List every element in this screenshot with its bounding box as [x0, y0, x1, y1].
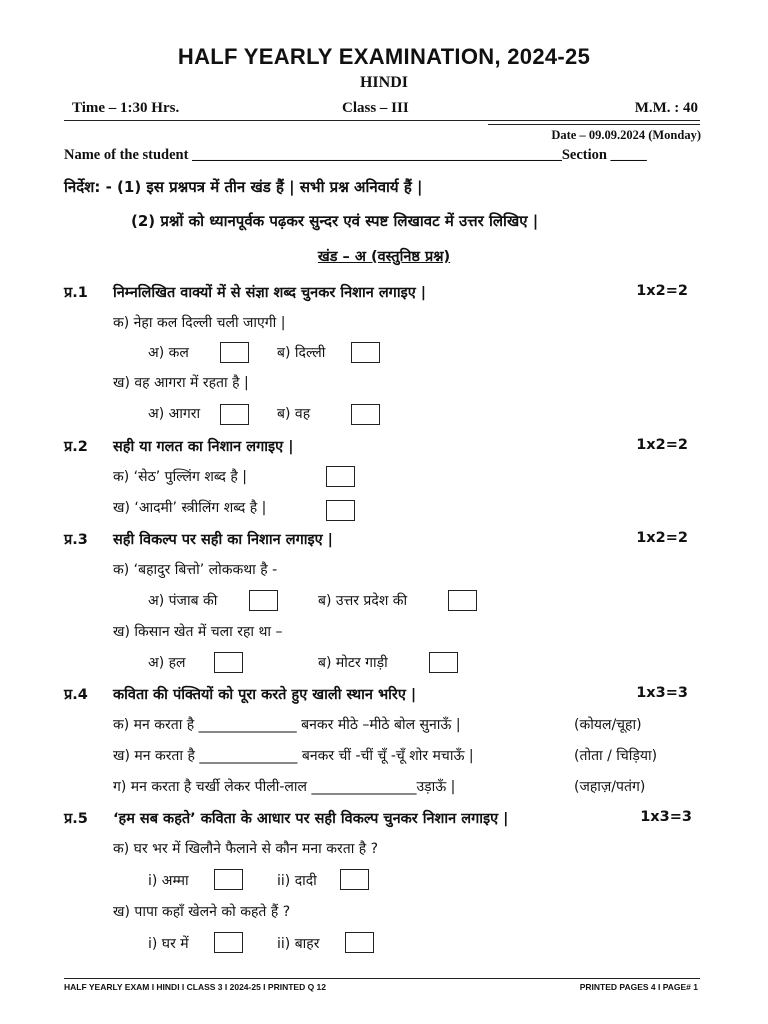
q4-marks: 1x3=3 [636, 685, 688, 701]
q4-b-hint: (तोता / चिड़िया) [574, 748, 658, 764]
class-label: Class – III [342, 100, 409, 116]
q3-a-checkbox-2[interactable] [448, 590, 477, 611]
q1-a-option-2: ब) दिल्ली [277, 345, 326, 361]
section-title: खंड – अ (वस्तुनिष्ठ प्रश्न) [317, 249, 451, 265]
q5-marks: 1x3=3 [640, 809, 692, 825]
q1-b-checkbox-2[interactable] [351, 404, 380, 425]
q3-b-checkbox-2[interactable] [429, 652, 458, 673]
q5-item-b: ख) पापा कहाँ खेलने को कहते हैं ? [113, 904, 291, 920]
q4-number: प्र.4 [64, 687, 88, 703]
header-divider [64, 120, 700, 121]
q5-a-option-1: i) अम्मा [148, 873, 189, 889]
q4-item-c: ग) मन करता है चर्खी लेकर पीली-लाल _______________उड़ाऊँ | [113, 779, 456, 795]
q4-text: कविता की पंक्तियों को पूरा करते हुए खाली स्थान भरिए | [113, 687, 417, 703]
q2-b-checkbox[interactable] [326, 500, 355, 521]
footer-left: HALF YEARLY EXAM I HINDI I CLASS 3 I 2024-25 I PRINTED Q 12 [64, 982, 326, 992]
q5-b-checkbox-1[interactable] [214, 932, 243, 953]
q1-a-option-1: अ) कल [148, 345, 189, 361]
q2-item-a: क) ‘सेठ’ पुल्लिंग शब्द है | [113, 469, 247, 485]
q2-a-checkbox[interactable] [326, 466, 355, 487]
q3-b-option-1: अ) हल [148, 655, 186, 671]
q5-b-option-1: i) घर में [148, 936, 189, 952]
q2-item-b: ख) ‘आदमी’ स्त्रीलिंग शब्द है | [113, 500, 267, 516]
q3-a-option-1: अ) पंजाब की [148, 593, 218, 609]
q3-number: प्र.3 [64, 532, 88, 548]
footer-divider [64, 978, 700, 979]
exam-title: HALF YEARLY EXAMINATION, 2024-25 [177, 44, 591, 69]
q3-b-checkbox-1[interactable] [214, 652, 243, 673]
q2-text: सही या गलत का निशान लगाइए | [113, 439, 294, 455]
time-label: Time – 1:30 Hrs. [72, 100, 180, 116]
q3-b-option-2: ब) मोटर गाड़ी [318, 655, 388, 671]
q3-item-a: क) ‘बहादुर बित्तो’ लोककथा है - [113, 562, 278, 578]
subject-heading: HINDI [359, 74, 408, 91]
q4-item-b: ख) मन करता है ______________ बनकर चीं -चीं चूँ -चूँ शोर मचाऊँ | [113, 748, 474, 764]
q4-a-hint: (कोयल/चूहा) [574, 717, 642, 733]
q4-item-a: क) मन करता है ______________ बनकर मीठे –मीठे बोल सुनाऊँ | [113, 717, 461, 733]
q1-a-checkbox-1[interactable] [220, 342, 249, 363]
q1-b-option-1: अ) आगरा [148, 406, 201, 422]
q1-item-b: ख) वह आगरा में रहता है | [113, 375, 249, 391]
q5-a-checkbox-1[interactable] [214, 869, 243, 890]
q1-text: निम्नलिखित वाक्यों में से संज्ञा शब्द चुनकर निशान लगाइए | [113, 285, 427, 301]
q5-item-a: क) घर भर में खिलौने फैलाने से कौन मना करता है ? [113, 841, 379, 857]
q2-number: प्र.2 [64, 439, 88, 455]
q1-item-a: क) नेहा कल दिल्ली चली जाएगी | [113, 315, 286, 331]
q5-number: प्र.5 [64, 811, 88, 827]
q1-b-option-2: ब) वह [277, 406, 311, 422]
q5-a-checkbox-2[interactable] [340, 869, 369, 890]
q3-text: सही विकल्प पर सही का निशान लगाइए | [113, 532, 333, 548]
q5-b-checkbox-2[interactable] [345, 932, 374, 953]
q1-a-checkbox-2[interactable] [351, 342, 380, 363]
q5-a-option-2: ii) दादी [277, 873, 317, 889]
q3-marks: 1x2=2 [636, 530, 688, 546]
date-divider [488, 124, 700, 125]
footer-right: PRINTED PAGES 4 I PAGE# 1 [579, 982, 698, 992]
q3-item-b: ख) किसान खेत में चला रहा था – [113, 624, 283, 640]
q3-a-checkbox-1[interactable] [249, 590, 278, 611]
max-marks-label: M.M. : 40 [634, 100, 698, 116]
q4-c-hint: (जहाज़/पतंग) [574, 779, 646, 795]
q5-text: ‘हम सब कहते’ कविता के आधार पर सही विकल्प चुनकर निशान लगाइए | [113, 811, 509, 827]
q3-a-option-2: ब) उत्तर प्रदेश की [318, 593, 408, 609]
q5-b-option-2: ii) बाहर [277, 936, 320, 952]
instruction-line-1: निर्देश: - (1) इस प्रश्नपत्र में तीन खंड हैं | सभी प्रश्न अनिवार्य हैं | [64, 178, 423, 196]
student-name-field: Name of the student ___________________________________________________Section _____ [64, 147, 647, 163]
q2-marks: 1x2=2 [636, 437, 688, 453]
q1-b-checkbox-1[interactable] [220, 404, 249, 425]
exam-date: Date – 09.09.2024 (Monday) [551, 128, 701, 142]
q1-marks: 1x2=2 [636, 283, 688, 299]
q1-number: प्र.1 [64, 285, 88, 301]
instruction-line-2: (2) प्रश्नों को ध्यानपूर्वक पढ़कर सुन्दर एवं स्पष्ट लिखावट में उत्तर लिखिए | [131, 212, 539, 230]
